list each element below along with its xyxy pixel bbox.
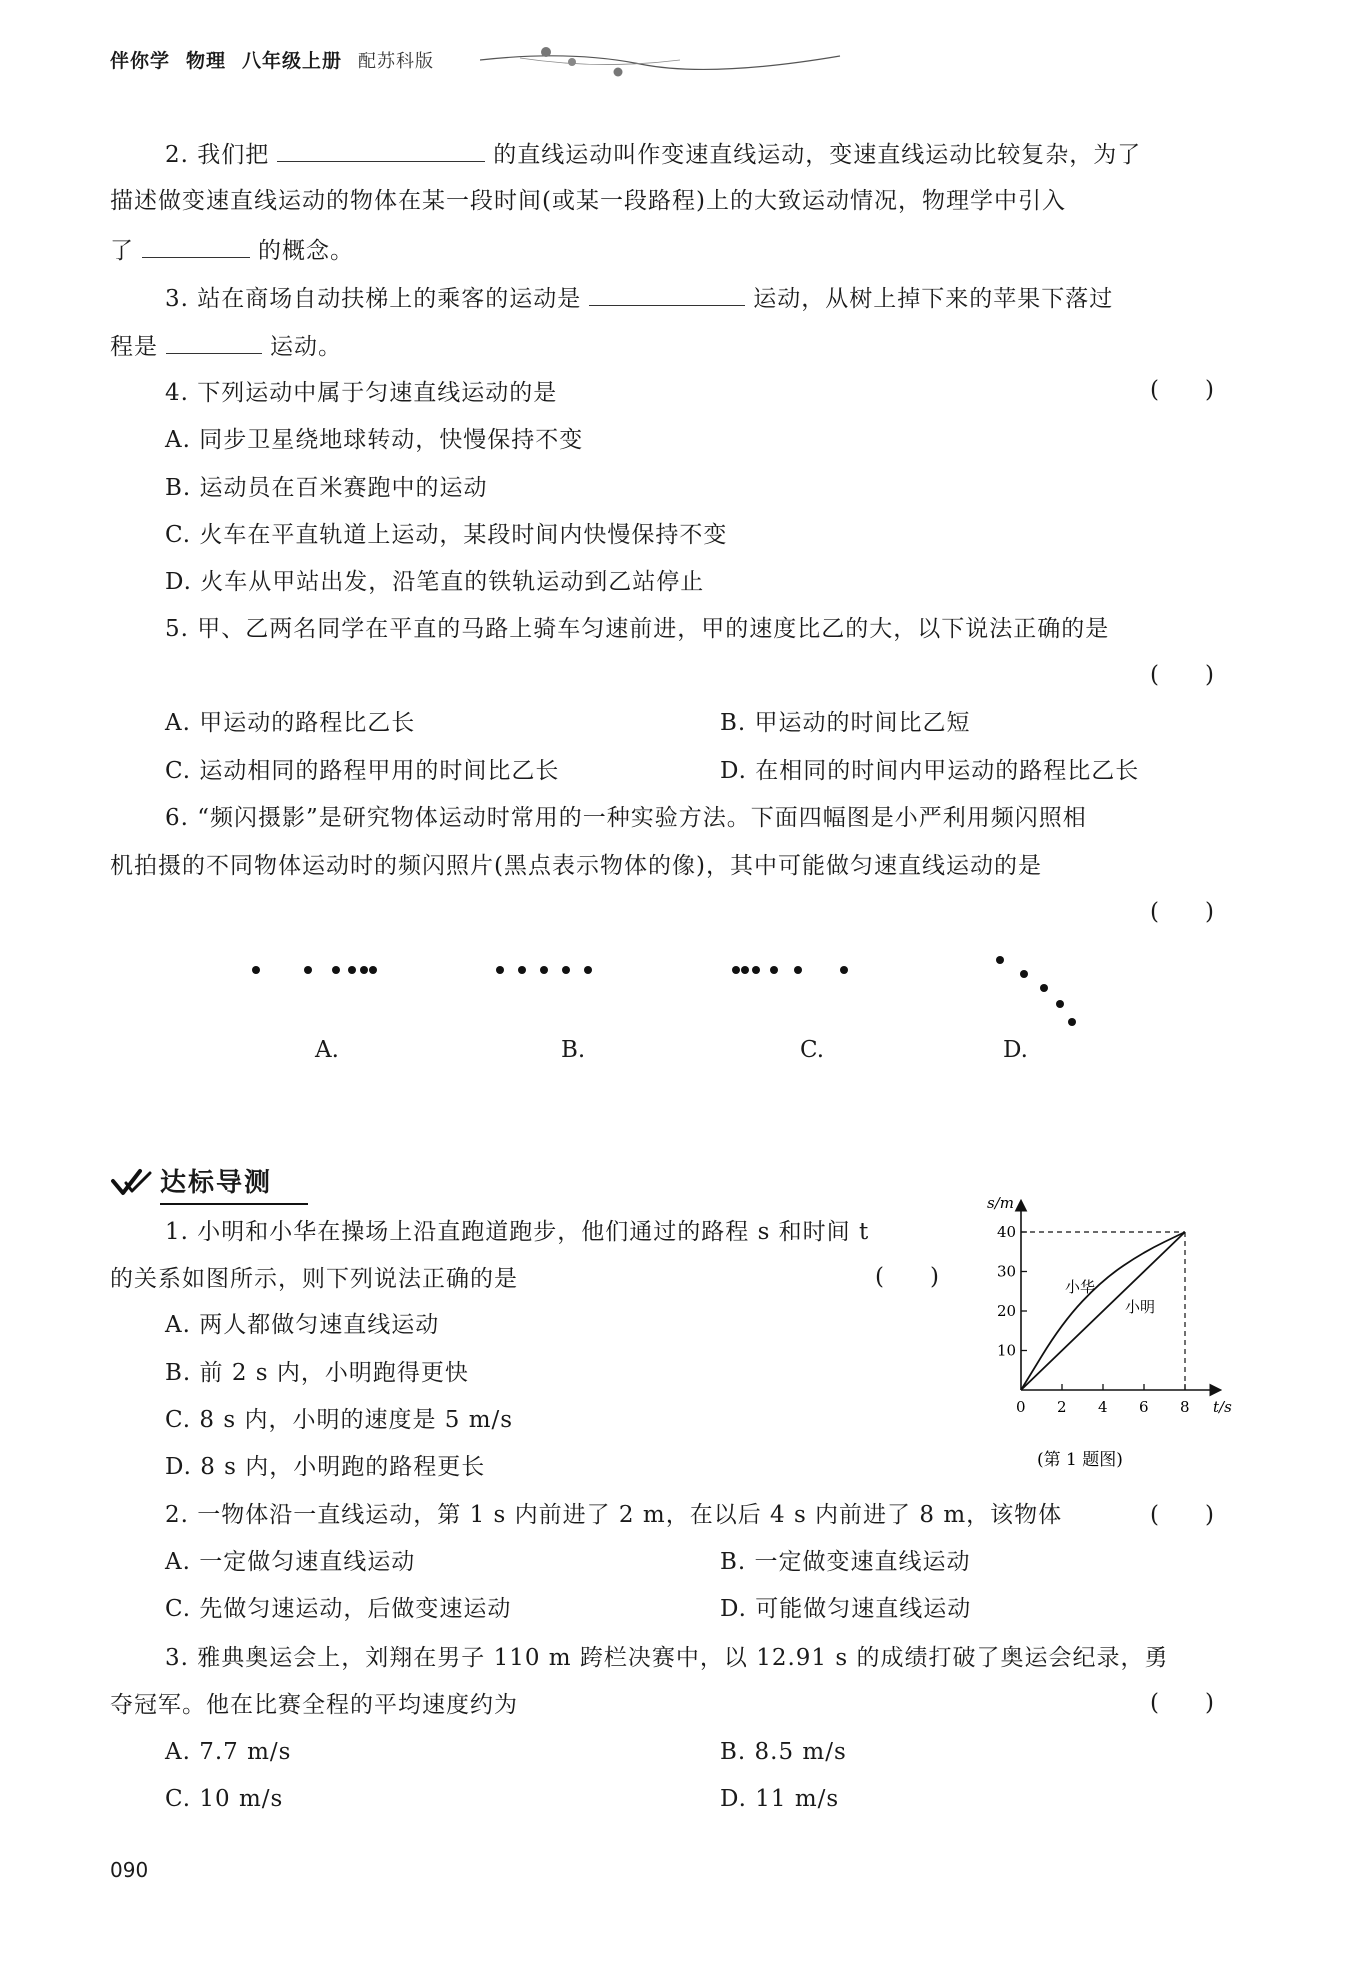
t3-option-c[interactable]: C. 10 m/s [165, 1786, 284, 1812]
strobe-dot-a1 [252, 966, 260, 974]
series-label-xiaohua: 小华 [1065, 1278, 1096, 1296]
strobe-dot-a4 [348, 966, 356, 974]
q6-line2: 机拍摄的不同物体运动时的频闪照片(黑点表示物体的像)，其中可能做匀速直线运动的是 [110, 853, 1042, 879]
graph-caption: (第 1 题图) [1037, 1450, 1123, 1470]
t3-option-a[interactable]: A. 7.7 m/s [165, 1739, 292, 1765]
q3-blank-1[interactable] [589, 284, 745, 306]
q3-line1-b: 运动，从树上掉下来的苹果下落过 [753, 286, 1114, 312]
q6-label-a[interactable]: A. [315, 1037, 339, 1063]
q6-label-d[interactable]: D. [1003, 1037, 1028, 1063]
q5-option-a[interactable]: A. 甲运动的路程比乙长 [165, 710, 416, 736]
q2-line3-a: 了 [110, 238, 134, 264]
t2-answer-paren[interactable]: ( ) [1150, 1502, 1214, 1528]
header-subject: 物理 [186, 50, 227, 72]
strobe-dot-c1 [732, 966, 740, 974]
header-edition: 配苏科版 [358, 51, 435, 72]
strobe-dot-b3 [540, 966, 548, 974]
q6-label-c[interactable]: C. [800, 1037, 825, 1063]
q5-option-b[interactable]: B. 甲运动的时间比乙短 [720, 710, 971, 736]
q2-line1 [165, 140, 1141, 170]
t3-line1: 3. 雅典奥运会上，刘翔在男子 110 m 跨栏决赛中，以 12.91 s 的成绩打破了奥运会纪录，勇 [165, 1645, 1169, 1671]
y-tick-label: 10 [997, 1341, 1017, 1360]
strobe-dot-b5 [584, 966, 592, 974]
t2-option-d[interactable]: D. 可能做匀速直线运动 [720, 1596, 972, 1622]
t1-option-d[interactable]: D. 8 s 内，小明跑的路程更长 [165, 1454, 486, 1480]
strobe-dot-c2 [741, 966, 749, 974]
q6-label-b[interactable]: B. [561, 1037, 586, 1063]
graph-ylabel: s/m [987, 1194, 1014, 1212]
q3-line1-a: 3. 站在商场自动扶梯上的乘客的运动是 [165, 286, 582, 312]
section-title-underline [160, 1203, 308, 1205]
q4-stem: 4. 下列运动中属于匀速直线运动的是 [165, 380, 558, 406]
q5-option-d[interactable]: D. 在相同的时间内甲运动的路程比乙长 [720, 758, 1140, 784]
q4-answer-paren[interactable]: ( ) [1150, 377, 1214, 403]
strobe-dot-a2 [304, 966, 312, 974]
strobe-dot-a6 [369, 966, 377, 974]
page-number: 090 [110, 1858, 149, 1882]
x-tick-label: 4 [1098, 1398, 1108, 1416]
header-grade: 八年级上册 [242, 50, 343, 72]
t1-answer-paren[interactable]: ( ) [875, 1264, 939, 1290]
t2-option-b[interactable]: B. 一定做变速直线运动 [720, 1549, 971, 1575]
strobe-dot-c6 [840, 966, 848, 974]
strobe-dot-c3 [752, 966, 760, 974]
t2-option-a[interactable]: A. 一定做匀速直线运动 [165, 1549, 416, 1575]
strobe-dot-b1 [496, 966, 504, 974]
t3-line2: 夺冠军。他在比赛全程的平均速度约为 [110, 1692, 518, 1718]
q4-option-b[interactable]: B. 运动员在百米赛跑中的运动 [165, 475, 488, 501]
strobe-dot-b4 [562, 966, 570, 974]
header-decoration [480, 40, 850, 80]
q2-line1-a: 2. 我们把 [165, 142, 270, 168]
q2-line2: 描述做变速直线运动的物体在某一段时间(或某一段路程)上的大致运动情况，物理学中引入 [110, 188, 1066, 214]
t1-line2: 的关系如图所示，则下列说法正确的是 [110, 1266, 518, 1292]
q3-line1 [165, 284, 1113, 314]
page-header [110, 46, 1250, 86]
q4-option-d[interactable]: D. 火车从甲站出发，沿笔直的铁轨运动到乙站停止 [165, 569, 705, 595]
t1-option-b[interactable]: B. 前 2 s 内，小明跑得更快 [165, 1360, 469, 1386]
x-tick-label: 0 [1016, 1398, 1026, 1416]
y-tick-label: 30 [997, 1262, 1017, 1281]
t1-option-a[interactable]: A. 两人都做匀速直线运动 [165, 1312, 440, 1338]
graph-series [1021, 1232, 1185, 1390]
header-book: 伴你学 [110, 50, 171, 72]
t2-stem: 2. 一物体沿一直线运动，第 1 s 内前进了 2 m，在以后 4 s 内前进了 8 m，该物体 [165, 1502, 1063, 1528]
q2-line3 [110, 236, 354, 266]
q2-blank-1[interactable] [277, 140, 485, 162]
q4-option-c[interactable]: C. 火车在平直轨道上运动，某段时间内快慢保持不变 [165, 522, 728, 548]
q6-strobe-figures [200, 950, 1140, 1080]
x-tick-label: 6 [1139, 1398, 1149, 1416]
st-graph [975, 1190, 1250, 1480]
strobe-dot-c5 [794, 966, 802, 974]
series-label-xiaoming: 小明 [1125, 1298, 1156, 1316]
strobe-dot-b2 [518, 966, 526, 974]
y-tick-label: 40 [997, 1223, 1017, 1241]
graph-xlabel: t/s [1213, 1398, 1232, 1416]
q4-option-a[interactable]: A. 同步卫星绕地球转动，快慢保持不变 [165, 427, 584, 453]
q3-line2-a: 程是 [110, 334, 158, 360]
q3-blank-2[interactable] [166, 332, 262, 354]
y-tick-label: 20 [997, 1302, 1017, 1320]
strobe-dot-d1 [996, 956, 1004, 964]
strobe-dot-d4 [1056, 1000, 1064, 1008]
strobe-dot-a3 [332, 966, 340, 974]
checkmark-icon [110, 1167, 154, 1201]
q2-blank-2[interactable] [142, 236, 250, 258]
strobe-dot-c4 [770, 966, 778, 974]
t1-option-c[interactable]: C. 8 s 内，小明的速度是 5 m/s [165, 1407, 514, 1433]
q2-line3-b: 的概念。 [258, 238, 354, 264]
strobe-dot-d2 [1020, 970, 1028, 978]
series-line-xiaoming [1021, 1232, 1185, 1390]
header-text [110, 46, 434, 73]
q3-line2-b: 运动。 [270, 334, 342, 360]
t3-option-b[interactable]: B. 8.5 m/s [720, 1739, 847, 1765]
q3-line2 [110, 332, 342, 362]
x-tick-label: 2 [1057, 1398, 1067, 1416]
q5-answer-paren[interactable]: ( ) [1150, 662, 1214, 688]
x-tick-label: 8 [1180, 1398, 1190, 1416]
t3-answer-paren[interactable]: ( ) [1150, 1690, 1214, 1716]
t2-option-c[interactable]: C. 先做匀速运动，后做变速运动 [165, 1596, 512, 1622]
q5-option-c[interactable]: C. 运动相同的路程甲用的时间比乙长 [165, 758, 560, 784]
q5-stem: 5. 甲、乙两名同学在平直的马路上骑车匀速前进，甲的速度比乙的大，以下说法正确的是 [165, 616, 1110, 642]
q2-line1-b: 的直线运动叫作变速直线运动，变速直线运动比较复杂，为了 [493, 142, 1142, 168]
q6-line1: 6. “频闪摄影”是研究物体运动时常用的一种实验方法。下面四幅图是小严利用频闪照相 [165, 805, 1087, 831]
q6-answer-paren[interactable]: ( ) [1150, 899, 1214, 925]
t1-line1: 1. 小明和小华在操场上沿直跑道跑步，他们通过的路程 s 和时间 t [165, 1219, 870, 1245]
strobe-dot-d5 [1068, 1018, 1076, 1026]
section-title: 达标导测 [160, 1168, 273, 1198]
strobe-dot-d3 [1040, 984, 1048, 992]
t3-option-d[interactable]: D. 11 m/s [720, 1786, 840, 1812]
strobe-dot-a5 [360, 966, 368, 974]
